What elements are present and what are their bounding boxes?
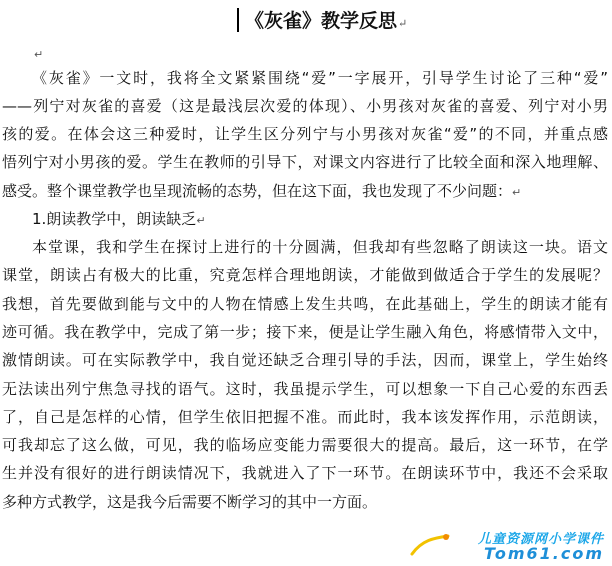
body-line: 多种方式教学，这是我今后需要不断学习的其中一方面。 (2, 493, 378, 511)
empty-paragraph: ↵ (34, 48, 44, 61)
body-line: 无法读出列宁焦急寻找的语气。这时，我虽提示学生，可以想象一下自己心爱的东西丢 (2, 380, 608, 398)
watermark-line2: Tom61.com (483, 544, 604, 563)
body-line: 课堂，朗读占有极大的比重，究竟怎样合理地朗读，才能做到做适合于学生的发展呢？ (2, 266, 608, 284)
body-line: 生并没有很好的进行朗读情况下，我就进入了下一环节。在朗读环节中，我还不会采取 (2, 464, 608, 482)
section-heading-text: 1.朗读教学中，朗读缺乏 (32, 210, 197, 228)
document-title (245, 6, 407, 33)
paragraph-mark: ↵ (196, 214, 206, 227)
body-line: 本堂课，我和学生在探讨上进行的十分圆满，但我却有些忽略了朗读这一块。语文 (32, 238, 608, 256)
paragraph-mark: ↵ (398, 17, 408, 30)
site-watermark (410, 528, 606, 562)
body-line: 了，自己是怎样的心情，但学生依旧把握不准。而此时，我本该发挥作用，示范朗读， (2, 408, 608, 426)
section-heading (32, 209, 608, 231)
body-line: 迹可循。我在教学中，完成了第一步；接下来，便是让学生融入角色，将感情带入文中， (2, 323, 608, 341)
body-line: ——列宁对灰雀的喜爱（这是最浅层次爱的体现）、小男孩对灰雀的喜爱、列宁对小男 (2, 97, 608, 115)
body-line: 悟列宁对小男孩的爱。学生在教师的引导下，对课文内容进行了比较全面和深入地理解、 (2, 153, 608, 171)
body-line (2, 181, 608, 203)
body-line: 《灰雀》一文时，我将全文紧紧围绕“爱”一字展开，引导学生讨论了三种“爱” (32, 69, 608, 87)
body-line: 我想，首先要做到能与文中的人物在情感上发生共鸣，在此基础上，学生的朗读才能有 (2, 295, 608, 313)
body-line: 可我却忘了这么做，可见，我的临场应变能力需要很大的提高。最后，这一环节，在学 (2, 436, 608, 454)
paragraph-mark: ↵ (512, 186, 522, 199)
title-text: 《灰雀》教学反思 (245, 10, 398, 32)
body-line: 孩的爱。在体会这三种爱时，让学生区分列宁与小男孩对灰雀“爱”的不同，并重点感 (2, 125, 608, 143)
watermark-line1: 儿童资源网小学课件 (477, 532, 604, 547)
swoosh-icon (410, 532, 450, 560)
body-line-text: 感受。整个课堂教学也呈现流畅的态势，但在这下面，我也发现了不少问题： (2, 182, 513, 200)
text-cursor (237, 8, 239, 32)
body-line: 激情朗读。可在实际教学中，我自觉还缺乏合理引导的手法，因而，课堂上，学生始终 (2, 351, 608, 369)
